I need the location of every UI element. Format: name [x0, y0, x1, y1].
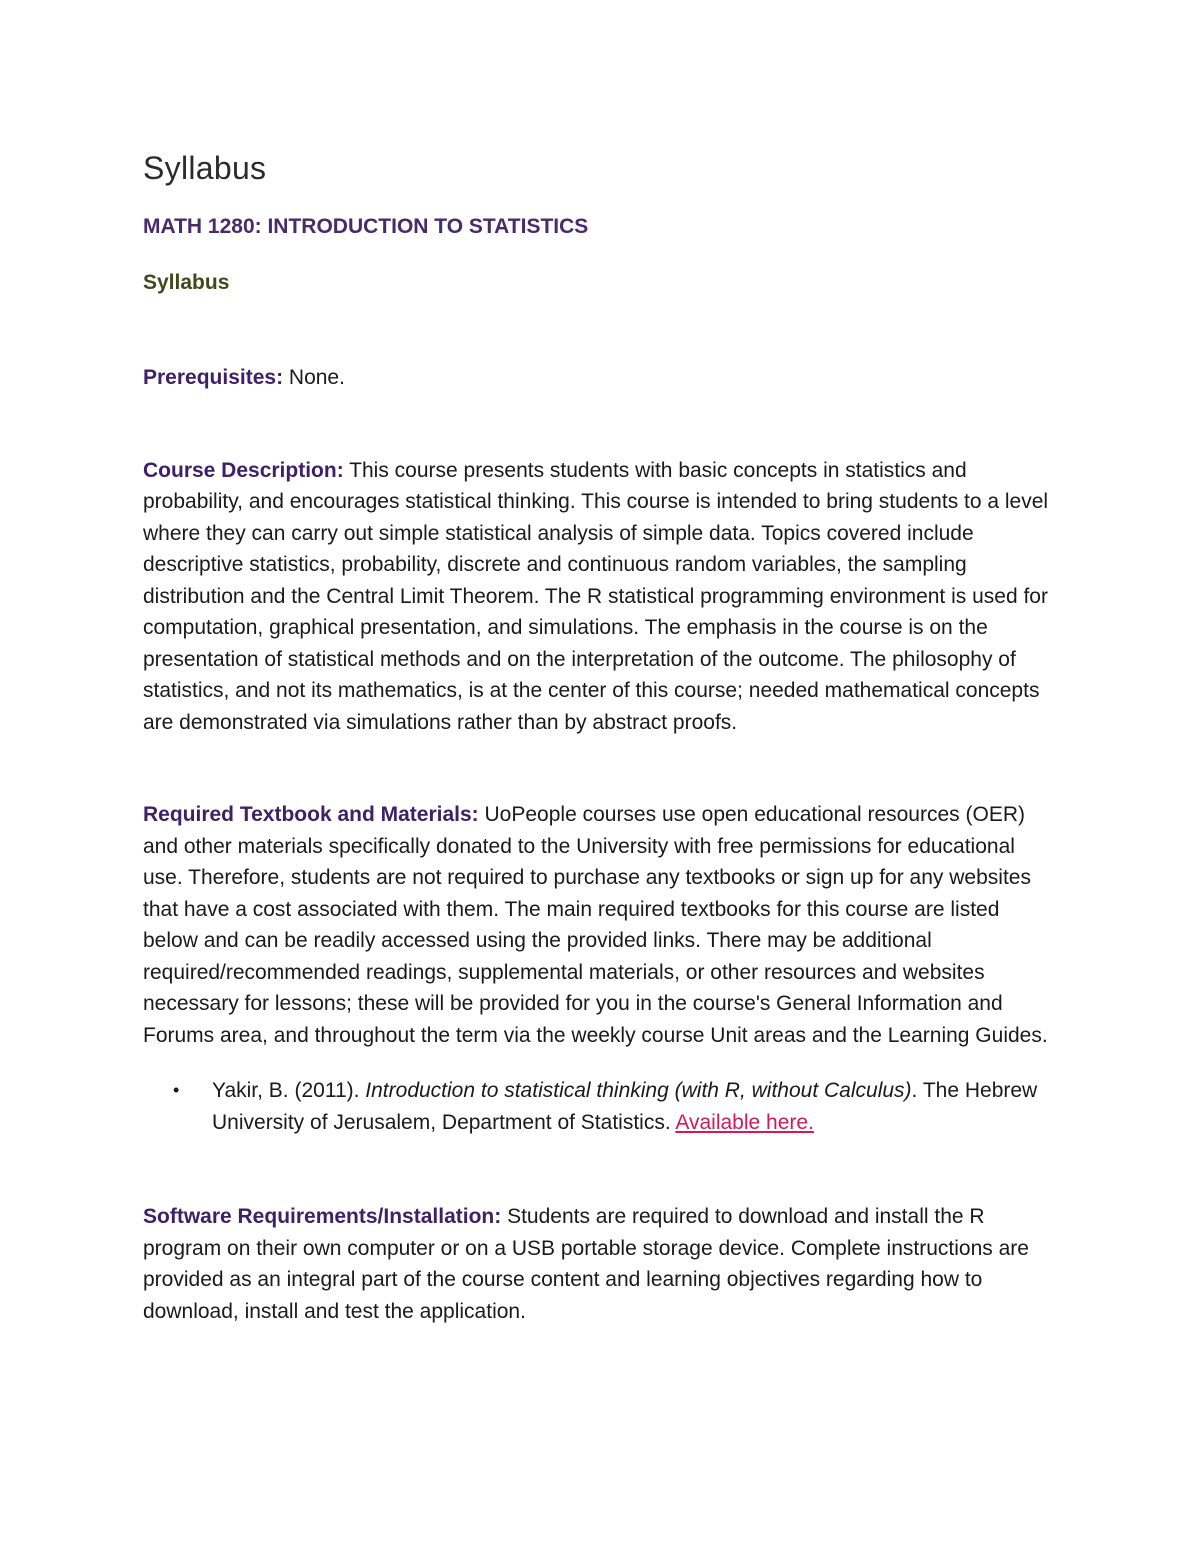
software-text: Students are required to download and install the R program on their own computer or on a USB portable storage device. Complete instructions are provided as an integral part of the course content and learning objectives regarding how to download, install and test the application.: [143, 1205, 1029, 1323]
course-description-text: This course presents students with basic concepts in statistics and probability, and encourages statistical thinking. This course is intended to bring students to a level where they can carry out simple statistical analysis of simple data. Topics covered include descriptive statistics, probability, discrete and continuous random variables, the sampling distribution and the Central Limit Theorem. The R statistical programming environment is used for computation, graphical presentation, and simulations. The emphasis in the course is on the presentation of statistical methods and on the interpretation of the outcome. The philosophy of statistics, and not its mathematics, is at the center of this course; needed mathematical concepts are demonstrated via simulations rather than by abstract proofs.: [143, 458, 1049, 734]
course-description-paragraph: [143, 455, 1060, 739]
textbook-paragraph: [143, 799, 1060, 1051]
textbook-text: UoPeople courses use open educational resources (OER) and other materials specifically donated to the University with free permissions for educational use. Therefore, students are not required to purchase any textbooks or sign up for any websites that have a cost associated with them. The main required textbooks for this course are listed below and can be readily accessed using the provided links. There may be additional required/recommended readings, supplemental materials, or other resources and websites necessary for lessons; these will be provided for you in the course's General Information and Forums area, and throughout the term via the weekly course Unit areas and the Learning Guides.: [143, 803, 1048, 1047]
reference-publisher: . The Hebrew University of Jerusalem, Department of Statistics.: [212, 1079, 1038, 1134]
prerequisites-label: Prerequisites:: [143, 366, 284, 389]
reference-list: [143, 1075, 1060, 1138]
available-here-link[interactable]: Available here.: [675, 1110, 814, 1134]
document-title: Syllabus: [143, 150, 267, 186]
bullet-icon: •: [173, 1080, 180, 1100]
course-description-label: Course Description:: [143, 458, 344, 482]
list-item: [143, 1075, 1060, 1138]
prerequisites-text: None.: [288, 366, 345, 389]
reference-title: Introduction to statistical thinking (with R, without Calculus): [365, 1079, 912, 1102]
reference-author: Yakir, B. (2011).: [212, 1079, 366, 1102]
software-label: Software Requirements/Installation:: [143, 1205, 502, 1228]
course-heading: MATH 1280: INTRODUCTION TO STATISTICS: [143, 215, 589, 238]
textbook-label: Required Textbook and Materials:: [143, 803, 479, 826]
syllabus-subheading: Syllabus: [143, 271, 230, 294]
prerequisites-paragraph: [143, 362, 1060, 394]
software-paragraph: [143, 1201, 1060, 1327]
